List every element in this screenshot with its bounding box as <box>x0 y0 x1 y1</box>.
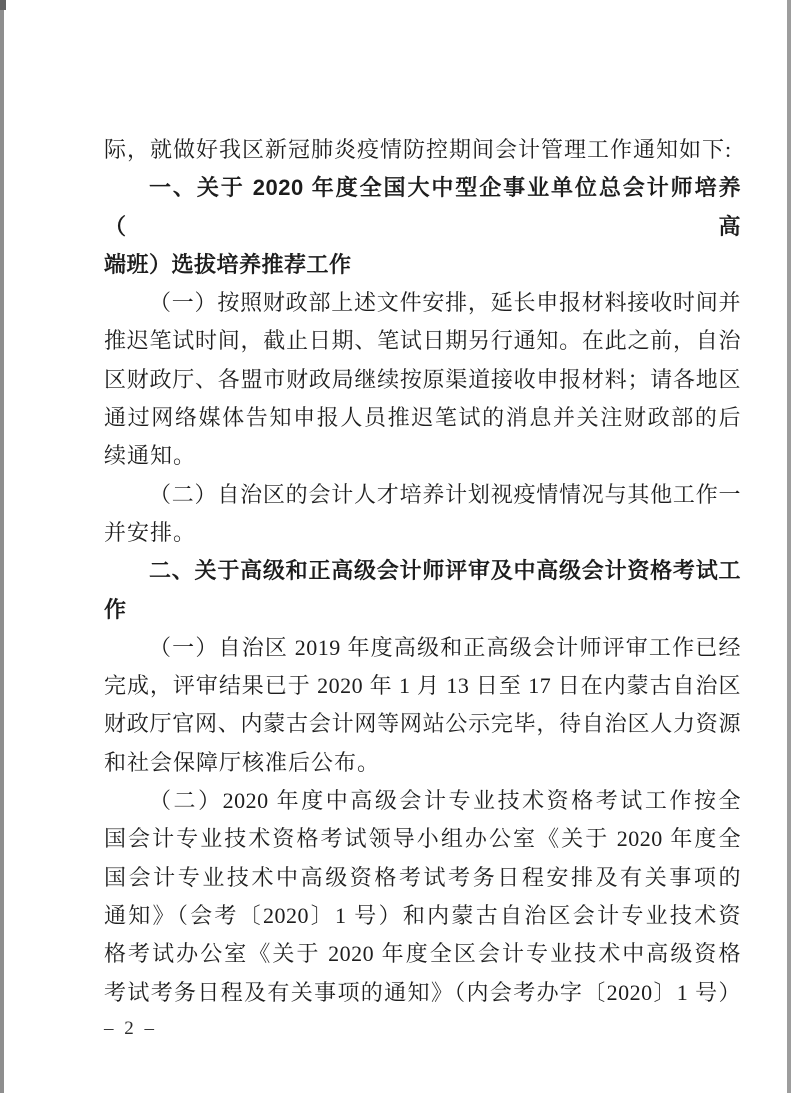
text-line: （二）自治区的会计人才培养计划视疫情情况与其他工作一 <box>149 481 741 507</box>
section-heading-1-cont: 端班）选拔培养推荐工作 <box>104 251 352 277</box>
text-line: （一）自治区 2019 年度高级和正高级会计师评审工作已经 <box>149 634 741 660</box>
section-heading-2: 二、关于高级和正高级会计师评审及中高级会计资格考试工 <box>149 558 741 584</box>
text-line: 国会计专业技术中高级资格考试考务日程安排及有关事项的 <box>104 864 741 890</box>
text-line: 续通知。 <box>104 443 197 469</box>
text-line: （一）按照财政部上述文件安排，延长申报材料接收时间并 <box>149 290 741 316</box>
page-number: – 2 – <box>104 1017 157 1039</box>
text-line: 区财政厅、各盟市财政局继续按原渠道接收申报材料；请各地区 <box>104 366 741 392</box>
section-heading-1: 一、关于 2020 年度全国大中型企事业单位总会计师培养（高 <box>104 175 741 239</box>
text-line: 财政厅官网、内蒙古会计网等网站公示完毕，待自治区人力资源 <box>104 711 741 737</box>
section-heading-2-cont: 作 <box>104 596 127 622</box>
text-line: 通知》（会考〔2020〕1 号）和内蒙古自治区会计专业技术资 <box>104 902 741 928</box>
text-line: 并安排。 <box>104 519 197 545</box>
scan-edge-left <box>0 0 4 1093</box>
text-line: （二）2020 年度中高级会计专业技术资格考试工作按全 <box>149 788 741 814</box>
text-line: 推迟笔试时间，截止日期、笔试日期另行通知。在此之前，自治 <box>104 328 741 354</box>
text-line: 格考试办公室《关于 2020 年度全区会计专业技术中高级资格 <box>104 941 741 967</box>
text-line: 和社会保障厅核准后公布。 <box>104 749 381 775</box>
document-page-body <box>104 131 741 1042</box>
text-line: 通过网络媒体告知申报人员推迟笔试的消息并关注财政部的后 <box>104 405 741 431</box>
text-line: 完成，评审结果已于 2020 年 1 月 13 日至 17 日在内蒙古自治区 <box>104 673 741 699</box>
text-line: 考试考务日程及有关事项的通知》（内会考办字〔2020〕1 号） <box>104 979 741 1005</box>
scan-corner-mark <box>0 0 6 10</box>
scan-edge-right <box>787 0 791 1093</box>
text-line: 国会计专业技术资格考试领导小组办公室《关于 2020 年度全 <box>104 826 741 852</box>
text-line: 际，就做好我区新冠肺炎疫情防控期间会计管理工作通知如下: <box>104 137 733 162</box>
